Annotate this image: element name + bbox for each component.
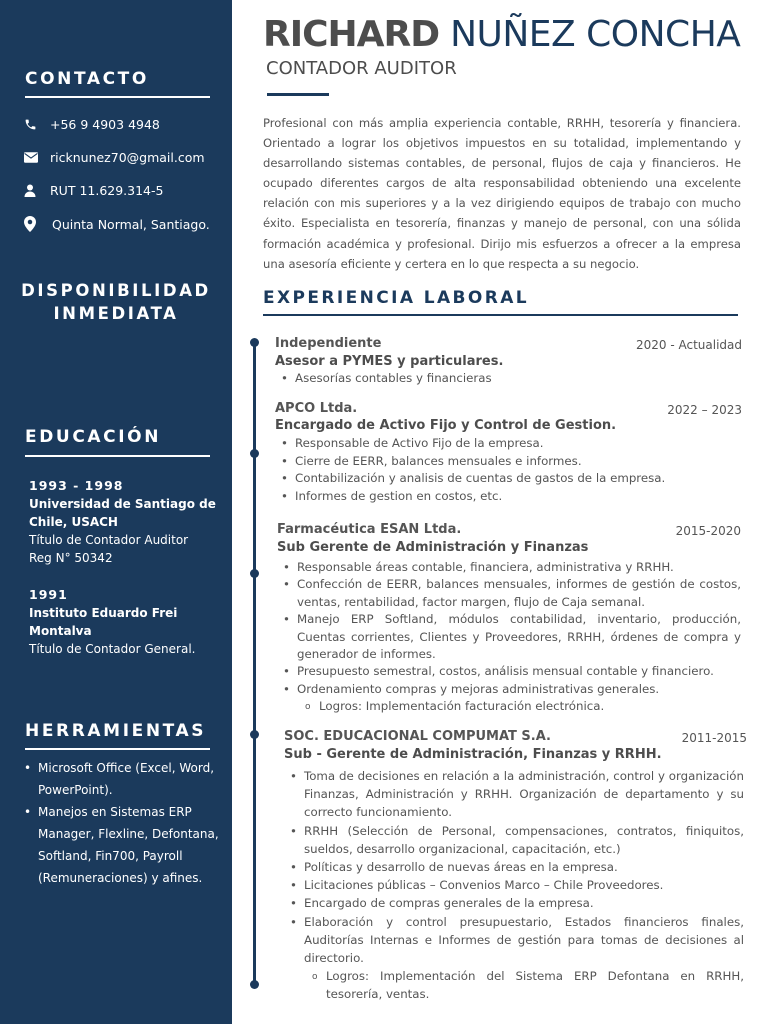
job-date: 2015-2020	[675, 524, 741, 538]
list-sub-item: o Logros: Implementación facturación electrónica.	[277, 698, 741, 715]
tools-list	[20, 757, 220, 889]
sidebar	[0, 0, 232, 1024]
location-icon	[24, 216, 50, 232]
job-role: Sub Gerente de Administración y Finanzas	[277, 540, 589, 555]
education-institution: Universidad de Santiago de	[29, 497, 216, 511]
profile-summary: Profesional con más amplia experiencia contable, RRHH, tesorería y financiera. Orientado a lograr los objetivos impuestos en su totalidad, implementando y desarrollando sistemas contables, de personal, flujos de caja y financieros. He ocupado diferentes cargos de alta responsabilidad obteniendo una excelente relación con mis superiores y a la vez dirigiendo equipos de trabajo con mucho éxito. Especialista en tesorería, finanzas y manejo de personal, con una sólida formación académica y profesional. Dirijo mis esfuerzos a ofrecer a la empresa una asesoría eficiente y certera en lo que respecta a su negocio.	[263, 116, 741, 271]
list-item: • Ordenamiento compras y mejoras administrativas generales.	[277, 681, 741, 698]
availability-line1: DISPONIBILIDAD	[21, 281, 211, 300]
rut-text: RUT 11.629.314-5	[50, 183, 164, 198]
job-bullets	[277, 559, 741, 716]
job-entry	[284, 729, 747, 1004]
list-item: • Contabilización y analisis de cuentas de gastos de la empresa.	[275, 470, 745, 488]
job-role: Encargado de Activo Fijo y Control de Gestion.	[275, 418, 617, 433]
job-date: 2020 - Actualidad	[635, 338, 742, 352]
job-role: Asesor a PYMES y particulares.	[275, 354, 504, 369]
job-entry	[275, 336, 745, 387]
contact-location	[24, 216, 210, 232]
list-item: • Informes de gestion en costos, etc.	[275, 488, 745, 506]
list-item: • Encargado de compras generales de la empresa.	[284, 894, 744, 912]
tools-line: • Manejos en Sistemas ERP	[38, 805, 192, 819]
list-item: • Políticas y desarrollo de nuevas áreas en la empresa.	[284, 858, 744, 876]
job-role: Sub - Gerente de Administración, Finanzas y RRHH.	[284, 747, 662, 762]
education-institution: Montalva	[29, 624, 92, 638]
timeline-dot	[250, 980, 259, 989]
education-heading: EDUCACIÓN	[25, 427, 162, 447]
location-text: Quinta Normal, Santiago.	[52, 216, 210, 232]
contact-heading: CONTACTO	[25, 69, 149, 89]
education-item	[29, 477, 219, 567]
job-company: Independiente	[275, 336, 382, 351]
person-icon	[24, 184, 50, 197]
list-item	[20, 757, 220, 801]
job-entry	[277, 522, 741, 716]
timeline-dot	[250, 569, 259, 578]
job-company: SOC. EDUCACIONAL COMPUMAT S.A.	[284, 729, 551, 744]
tools-divider	[25, 748, 210, 750]
candidate-name	[263, 14, 740, 55]
tools-line: (Remuneraciones) y afines.	[38, 871, 203, 885]
timeline-dot	[250, 730, 259, 739]
list-item: • Licitaciones públicas – Convenios Marco – Chile Proveedores.	[284, 876, 744, 894]
list-item: • Elaboración y control presupuestario, Estados financieros finales, Auditorías Internas e Informes de gestión para tomas de decisiones al directorio.	[284, 913, 744, 968]
education-institution: Chile, USACH	[29, 515, 118, 529]
education-detail: Título de Contador Auditor	[29, 533, 189, 547]
list-item: • Asesorías contables y financieras	[275, 370, 745, 387]
first-name: RICHARD	[263, 14, 440, 55]
tools-line: PowerPoint).	[38, 783, 113, 797]
phone-text: +56 9 4903 4948	[50, 117, 160, 132]
job-date: 2011-2015	[681, 731, 747, 745]
job-entry	[275, 401, 745, 505]
education-years: 1991	[29, 587, 68, 602]
last-name: NUÑEZ CONCHA	[450, 14, 741, 55]
education-years: 1993 - 1998	[29, 478, 124, 493]
contact-email[interactable]	[24, 150, 205, 165]
education-detail: Reg N° 50342	[29, 551, 113, 565]
list-item: • Cierre de EERR, balances mensuales e informes.	[275, 453, 745, 471]
job-bullets	[275, 370, 745, 387]
education-item	[29, 586, 219, 658]
mail-icon	[24, 152, 50, 163]
education-detail: Título de Contador General.	[29, 642, 196, 656]
education-institution: Instituto Eduardo Frei	[29, 606, 178, 620]
timeline-dot	[250, 338, 259, 347]
contact-divider	[25, 96, 210, 98]
contact-rut	[24, 183, 163, 198]
timeline-dot	[250, 449, 259, 458]
list-item: • RRHH (Selección de Personal, compensaciones, contratos, finiquitos, sueldos, desarrollo organizacional, capacitación, etc.)	[284, 822, 744, 858]
list-item: • Confección de EERR, balances mensuales, informes de gestión de costos, ventas, rentabilidad, factor margen, flujo de Caja semanal.	[277, 576, 741, 611]
experience-divider	[263, 314, 738, 316]
tools-heading: HERRAMIENTAS	[25, 721, 207, 741]
list-item: • Responsable áreas contable, financiera, administrativa y RRHH.	[277, 559, 741, 576]
title-underline	[267, 93, 329, 96]
availability-line2: INMEDIATA	[53, 304, 179, 323]
education-divider	[25, 455, 210, 457]
timeline-line	[253, 342, 256, 985]
list-item: • Manejo ERP Softland, módulos contabilidad, inventario, producción, Cuentas corrientes, Clientes y Proveedores, RRHH, órdenes de compra y generador de informes.	[277, 611, 741, 663]
job-bullets	[275, 435, 745, 505]
contact-phone[interactable]	[24, 117, 160, 132]
job-company: Farmacéutica ESAN Ltda.	[277, 522, 462, 537]
job-date: 2022 – 2023	[667, 403, 742, 417]
job-bullets	[284, 767, 744, 1004]
list-item: • Toma de decisiones en relación a la administración, control y organización Finanzas, Administración y RRHH. Organización de departamento y su correcto funcionamiento.	[284, 767, 744, 822]
list-item: • Responsable de Activo Fijo de la empresa.	[275, 435, 745, 453]
list-item	[20, 801, 220, 889]
phone-icon	[24, 118, 50, 131]
list-item: • Presupuesto semestral, costos, análisis mensual contable y financiero.	[277, 663, 741, 680]
job-title: CONTADOR AUDITOR	[266, 58, 457, 79]
tools-line: • Microsoft Office (Excel, Word,	[38, 761, 215, 775]
email-text: ricknunez70@gmail.com	[50, 150, 205, 165]
job-company: APCO Ltda.	[275, 401, 358, 416]
list-sub-item: o Logros: Implementación del Sistema ERP Defontana en RRHH, tesorería, ventas.	[284, 967, 744, 1003]
experience-heading: EXPERIENCIA LABORAL	[263, 288, 530, 308]
tools-line: Manager, Flexline, Defontana,	[38, 827, 219, 841]
tools-line: Softland, Fin700, Payroll	[38, 849, 183, 863]
